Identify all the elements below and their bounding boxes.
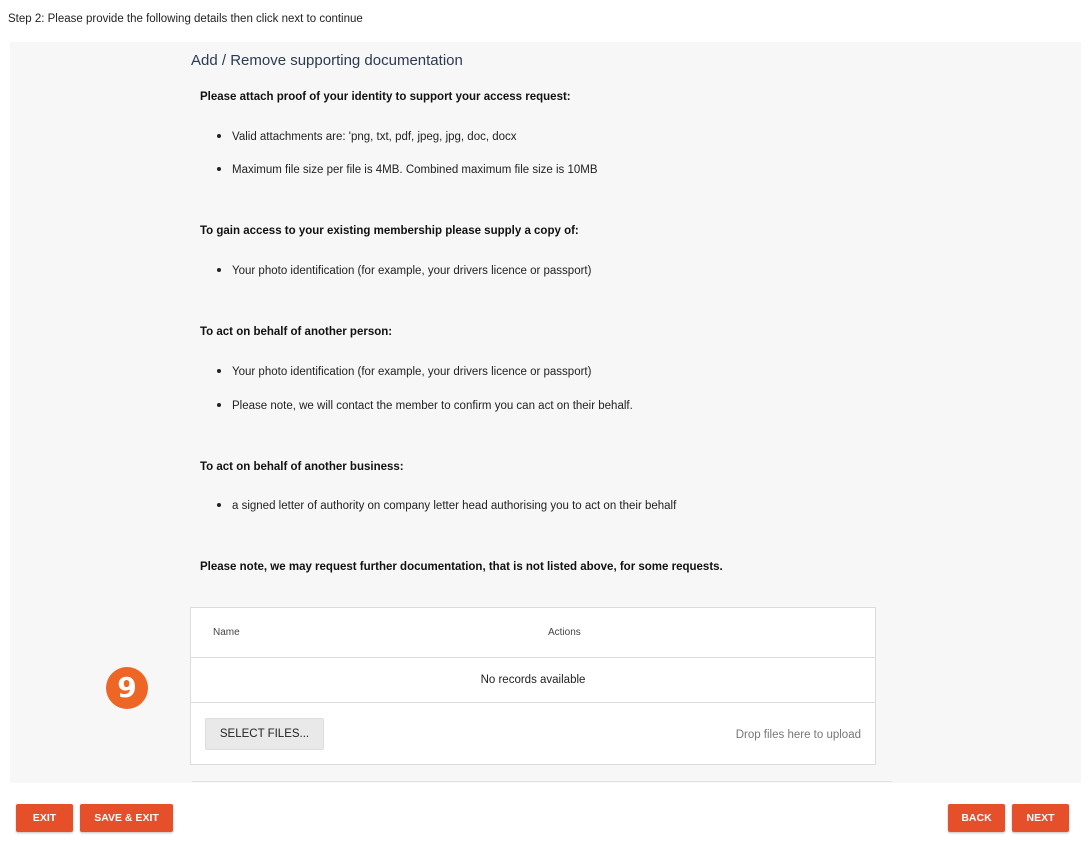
- another-person-heading: To act on behalf of another person:: [200, 326, 393, 338]
- list-item-text: a signed letter of authority on company letter head authorising you to act on their behalf: [232, 500, 677, 512]
- bullet-icon: [217, 503, 221, 507]
- bullet-icon: [217, 268, 221, 272]
- next-button[interactable]: NEXT: [1012, 804, 1069, 832]
- list-item: [217, 131, 517, 143]
- no-records-message: No records available: [191, 658, 875, 703]
- grid-header: [191, 608, 875, 658]
- list-item: [217, 265, 591, 277]
- identity-heading: Please attach proof of your identity to support your access request:: [200, 91, 571, 103]
- list-item: [217, 366, 591, 378]
- column-header-name[interactable]: Name: [213, 627, 240, 638]
- drop-zone-hint[interactable]: Drop files here to upload: [735, 729, 861, 741]
- list-item: [217, 164, 598, 176]
- list-item-text: Maximum file size per file is 4MB. Combined maximum file size is 10MB: [232, 164, 598, 176]
- upload-grid: [190, 607, 876, 765]
- bullet-icon: [217, 167, 221, 171]
- step-instruction: Step 2: Please provide the following details then click next to continue: [8, 13, 363, 25]
- section-title: Add / Remove supporting documentation: [191, 52, 463, 69]
- list-item-text: Please note, we will contact the member to confirm you can act on their behalf.: [232, 400, 633, 412]
- save-and-exit-button[interactable]: SAVE & EXIT: [80, 804, 173, 832]
- divider: [192, 781, 892, 782]
- list-item-text: Valid attachments are: 'png, txt, pdf, jpeg, jpg, doc, docx: [232, 131, 517, 143]
- list-item: [217, 500, 676, 512]
- select-files-button[interactable]: SELECT FILES...: [205, 718, 324, 750]
- exit-button[interactable]: EXIT: [16, 804, 73, 832]
- list-item-text: Your photo identification (for example, your drivers licence or passport): [232, 366, 592, 378]
- column-header-actions: Actions: [548, 627, 581, 638]
- list-item: [217, 400, 633, 412]
- another-business-heading: To act on behalf of another business:: [200, 461, 404, 473]
- step-number-badge: 9: [106, 667, 148, 709]
- membership-heading: To gain access to your existing membership please supply a copy of:: [200, 225, 579, 237]
- back-button[interactable]: BACK: [948, 804, 1005, 832]
- bullet-icon: [217, 134, 221, 138]
- list-item-text: Your photo identification (for example, your drivers licence or passport): [232, 265, 592, 277]
- bullet-icon: [217, 369, 221, 373]
- further-documentation-note: Please note, we may request further documentation, that is not listed above, for some requests.: [200, 561, 723, 573]
- bullet-icon: [217, 403, 221, 407]
